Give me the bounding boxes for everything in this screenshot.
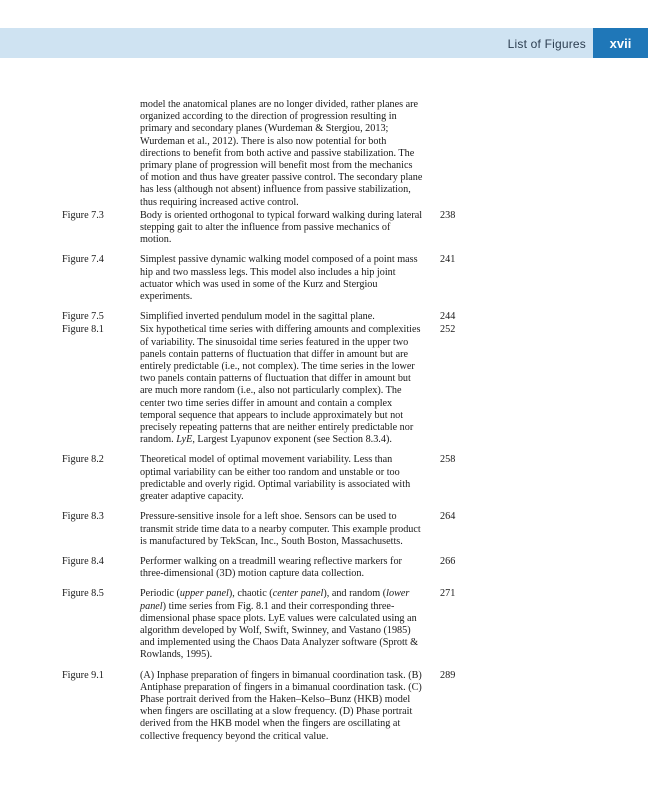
figure-label: Figure 9.1 [62, 669, 104, 681]
figure-entry [0, 511, 648, 548]
figure-caption: Body is oriented orthogonal to typical forward walking during lateral stepping gait to alter the influence from passive mechanics of motion. [140, 209, 423, 246]
figure-caption [140, 588, 423, 661]
figure-page: 241 [440, 254, 456, 266]
figure-caption: Pressure-sensitive insole for a left shoe. Sensors can be used to transmit stride time data to a nearby computer. This example product is manufactured by TekScan, Inc., South Boston, Massachusetts. [140, 511, 421, 547]
figure-entry [0, 454, 648, 503]
figure-list [0, 99, 648, 743]
figure-caption: Simplest passive dynamic walking model composed of a point mass hip and two massless legs. This model also includes a hip joint actuator which was used in some of the Kurz and Stergiou experiments. [140, 254, 418, 303]
caption-italic: upper panel [179, 588, 229, 600]
header-title: List of Figures [507, 37, 586, 51]
figure-page: 238 [440, 209, 456, 221]
caption-part: ), and random ( [323, 588, 387, 600]
figure-entry [0, 588, 648, 661]
caption-text: Six hypothetical time series with differing amounts and complexities of variability. The sinusoidal time series featured in the upper two panels contain patterns of fluctuation that differ in amount but are entirely predictable (i.e., not complex). The time series in the lower two panels contain patterns of fluctuation that differ in amount but are much more random (i.e., also not particularly complex). The center two time series differ in amount and contain a complex temporal sequence that appears to include approximately but not precisely repeating patterns that are neither entirely predictable nor random. [140, 324, 421, 446]
figure-caption: (A) Inphase preparation of fingers in bimanual coordination task. (B) Antiphase preparation of fingers in a bimanual coordination task. (C) Phase portrait derived from the Haken–Kelso–Bunz (HKB) model when fingers are oscillating at a slow frequency. (D) Phase portrait derived from the HKB model when the fingers are oscillating at collective frequency beyond the critical value. [140, 669, 422, 742]
figure-page: 252 [440, 324, 456, 336]
figure-label: Figure 8.1 [62, 324, 104, 336]
caption-part: Periodic ( [140, 588, 180, 600]
figure-entry [0, 556, 648, 580]
running-header [0, 28, 648, 58]
continuation-entry [0, 99, 648, 209]
figure-label: Figure 7.4 [62, 254, 104, 266]
caption-italic: lower panel [140, 588, 410, 612]
figure-label: Figure 8.3 [62, 511, 104, 523]
figure-entry [0, 670, 648, 743]
figure-entry [0, 311, 648, 323]
figure-page: 244 [440, 311, 456, 323]
figure-caption [140, 324, 423, 446]
caption-italic: center panel [272, 588, 324, 600]
figure-page: 264 [440, 511, 456, 523]
figure-label: Figure 7.5 [62, 311, 104, 323]
figure-page: 289 [440, 669, 456, 681]
caption-text-after: , Largest Lyapunov exponent (see Section 8.3.4). [192, 434, 392, 446]
figure-page: 266 [440, 555, 456, 567]
figure-entry [0, 210, 648, 247]
figure-label: Figure 7.3 [62, 209, 104, 221]
continuation-text: model the anatomical planes are no longer divided, rather planes are organized according to the direction of progression resulting in primary and secondary planes (Wurdeman & Stergiou, 2013; Wurdeman et al., 2012). There is also now potential for both directions to benefit from both active and passive stabilization. The primary plane of progression will benefit most from the mechanics of motion and thus have greater passive control. The secondary plane has less (although not absent) influence from passive stabilization, thus requiring increased active control. [140, 99, 423, 208]
figure-entry [0, 324, 648, 446]
figure-label: Figure 8.4 [62, 555, 104, 567]
figure-label: Figure 8.5 [62, 588, 104, 600]
caption-part: ), chaotic ( [228, 588, 273, 600]
figure-caption: Simplified inverted pendulum model in the sagittal plane. [140, 311, 375, 323]
caption-part: ) time series from Fig. 8.1 and their corresponding three-dimensional phase space plots. LyE values were calculated using an algorithm developed by Wolf, Swift, Swinney, and Vastano (1985) and implemented using the Chaos Data Analyzer software (Sprott & Rowlands, 1995). [140, 600, 419, 661]
figure-caption: Performer walking on a treadmill wearing reflective markers for three-dimensional (3D) motion capture data collection. [140, 555, 402, 580]
figure-entry [0, 254, 648, 303]
figure-page: 258 [440, 454, 456, 466]
figure-label: Figure 8.2 [62, 454, 104, 466]
caption-italic: LyE [176, 434, 193, 446]
figure-page: 271 [440, 588, 456, 600]
page-number-badge: xvii [593, 28, 648, 58]
figure-caption: Theoretical model of optimal movement variability. Less than optimal variability can be either too random and unstable or too predictable and overly rigid. Optimal variability is associated with greater adaptive capacity. [140, 454, 411, 503]
